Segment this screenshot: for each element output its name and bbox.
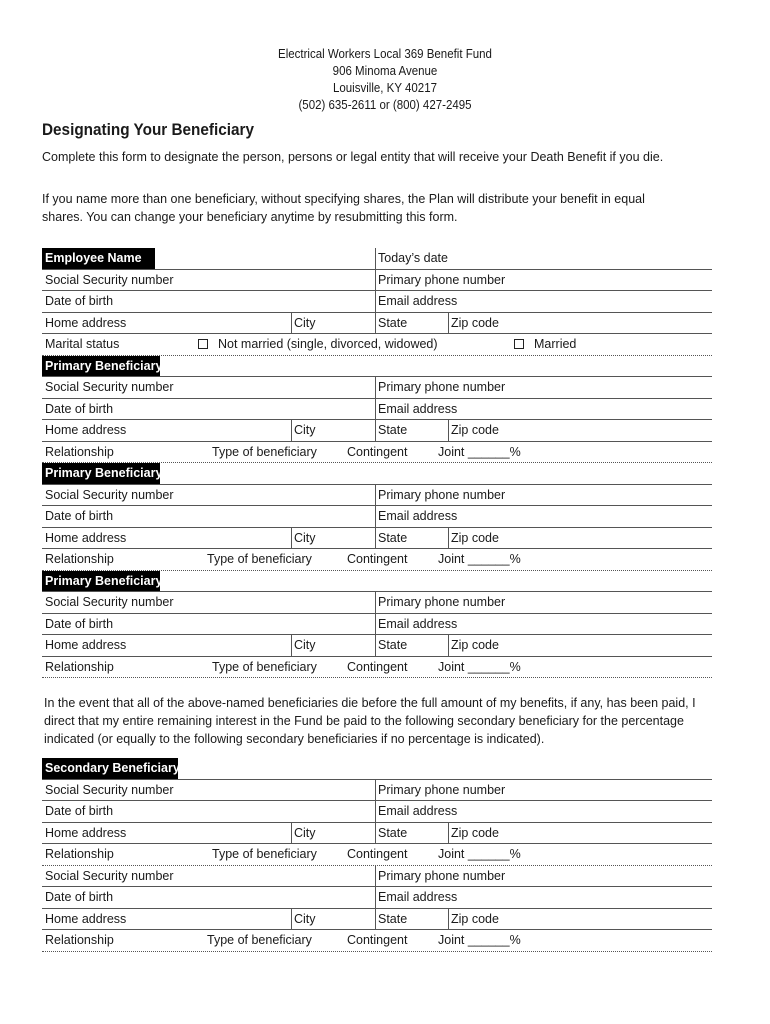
intro-paragraph-1: Complete this form to designate the person, persons or legal entity that will receive your Death Benefit if you die. (42, 150, 664, 164)
marital-status-row (42, 334, 712, 356)
p2-dob-field[interactable]: Date of birth (45, 509, 114, 524)
fund-phone: (502) 635-2611 or (800) 427-2495 (298, 98, 472, 112)
employee-dob-field[interactable]: Date of birth (45, 294, 114, 309)
p2-relationship-row (42, 549, 712, 571)
s1-address-row (42, 823, 712, 845)
primary-beneficiary-label: Primary Beneficiary (42, 571, 160, 592)
fund-city: Louisville, KY 40217 (332, 81, 437, 95)
p1-relationship-row (42, 442, 712, 464)
p3-address-row (42, 635, 712, 657)
p3-relationship-row (42, 657, 712, 679)
employee-ssn-row (42, 270, 712, 292)
p1-ssn-field[interactable]: Social Security number (45, 380, 174, 395)
s1-city-field[interactable]: City (294, 825, 316, 840)
primary-beneficiary-label: Primary Beneficiary (42, 463, 160, 484)
employee-ssn-field[interactable]: Social Security number (45, 272, 174, 287)
employee-name-label: Employee Name (42, 248, 155, 269)
secondary-instruction-paragraph: In the event that all of the above-named beneficiaries die before the full amount of my benefits, if any, has been paid, I direct that my entire remaining interest in the Fund be paid to the following secondary beneficiary for the percentage indicated (or equally to the following secondary beneficiaries if no percentage is indicated). (44, 696, 696, 746)
p1-address-row (42, 420, 712, 442)
s2-dob-field[interactable]: Date of birth (45, 890, 114, 905)
s1-zip-field[interactable]: Zip code (451, 825, 499, 840)
primary-beneficiary-1-header (42, 356, 712, 378)
p2-ssn-field[interactable]: Social Security number (45, 487, 174, 502)
s1-state-field[interactable]: State (378, 825, 408, 840)
p3-dob-field[interactable]: Date of birth (45, 616, 114, 631)
s1-contingent-field[interactable]: Contingent (347, 847, 408, 862)
not-married-checkbox[interactable] (198, 339, 208, 349)
s2-joint-field[interactable]: Joint ______% (438, 933, 521, 948)
secondary-beneficiary-label: Secondary Beneficiary (42, 758, 178, 779)
p1-address-field[interactable]: Home address (45, 423, 127, 438)
employee-name-row (42, 248, 712, 270)
secondary-section (42, 758, 712, 952)
p3-contingent-field[interactable]: Contingent (347, 659, 408, 674)
p3-phone-field[interactable]: Primary phone number (378, 595, 506, 610)
p1-dob-field[interactable]: Date of birth (45, 401, 114, 416)
s1-joint-field[interactable]: Joint ______% (438, 847, 521, 862)
p3-joint-field[interactable]: Joint ______% (438, 659, 521, 674)
p2-phone-field[interactable]: Primary phone number (378, 487, 506, 502)
p3-ssn-row (42, 592, 712, 614)
employee-email-field[interactable]: Email address (378, 294, 458, 309)
p2-address-row (42, 528, 712, 550)
p1-phone-field[interactable]: Primary phone number (378, 380, 506, 395)
not-married-option[interactable] (198, 334, 438, 355)
p2-ssn-row (42, 485, 712, 507)
page-title: Designating Your Beneficiary (42, 120, 254, 139)
s2-relationship-field[interactable]: Relationship (45, 933, 114, 948)
p1-dob-row (42, 399, 712, 421)
employee-and-primary-section (42, 248, 712, 678)
p1-email-field[interactable]: Email address (378, 401, 458, 416)
p2-zip-field[interactable]: Zip code (451, 530, 499, 545)
employee-phone-field[interactable]: Primary phone number (378, 272, 506, 287)
married-label: Married (534, 337, 577, 352)
employee-state-field[interactable]: State (378, 315, 408, 330)
not-married-label: Not married (single, divorced, widowed) (218, 337, 438, 352)
employee-city-field[interactable]: City (294, 315, 316, 330)
marital-status-label: Marital status (45, 337, 120, 352)
s2-state-field[interactable]: State (378, 911, 408, 926)
s2-contingent-field[interactable]: Contingent (347, 933, 408, 948)
s2-ssn-row (42, 866, 712, 888)
s2-zip-field[interactable]: Zip code (451, 911, 499, 926)
employee-address-row (42, 313, 712, 335)
s2-email-field[interactable]: Email address (378, 890, 458, 905)
p1-joint-field[interactable]: Joint ______% (438, 444, 521, 459)
s2-city-field[interactable]: City (294, 911, 316, 926)
todays-date-field[interactable]: Today’s date (378, 251, 448, 266)
married-option[interactable] (514, 334, 576, 355)
p2-type-field[interactable]: Type of beneficiary (207, 552, 312, 567)
s1-ssn-row (42, 780, 712, 802)
p2-relationship-field[interactable]: Relationship (45, 552, 114, 567)
p3-email-field[interactable]: Email address (378, 616, 458, 631)
fund-street: 906 Minoma Avenue (332, 64, 438, 78)
p1-ssn-row (42, 377, 712, 399)
s1-type-field[interactable]: Type of beneficiary (212, 847, 317, 862)
p3-city-field[interactable]: City (294, 638, 316, 653)
s1-phone-field[interactable]: Primary phone number (378, 782, 506, 797)
fund-header (31, 46, 739, 114)
p3-state-field[interactable]: State (378, 638, 408, 653)
p2-email-field[interactable]: Email address (378, 509, 458, 524)
primary-beneficiary-3-header (42, 571, 712, 593)
married-checkbox[interactable] (514, 339, 524, 349)
s1-dob-row (42, 801, 712, 823)
s2-phone-field[interactable]: Primary phone number (378, 868, 506, 883)
primary-beneficiary-2-header (42, 463, 712, 485)
p1-state-field[interactable]: State (378, 423, 408, 438)
p1-type-field[interactable]: Type of beneficiary (212, 444, 317, 459)
s1-email-field[interactable]: Email address (378, 804, 458, 819)
s2-ssn-field[interactable]: Social Security number (45, 868, 174, 883)
intro-paragraph-2: If you name more than one beneficiary, without specifying shares, the Plan will distribute your benefit in equal shares. You can change your beneficiary anytime by resubmitting this form. (42, 192, 645, 224)
s1-address-field[interactable]: Home address (45, 825, 127, 840)
fund-name: Electrical Workers Local 369 Benefit Fund (278, 47, 492, 61)
p1-zip-field[interactable]: Zip code (451, 423, 499, 438)
s2-relationship-row (42, 930, 712, 952)
p3-dob-row (42, 614, 712, 636)
employee-zip-field[interactable]: Zip code (451, 315, 499, 330)
s1-dob-field[interactable]: Date of birth (45, 804, 114, 819)
p2-address-field[interactable]: Home address (45, 530, 127, 545)
s1-ssn-field[interactable]: Social Security number (45, 782, 174, 797)
p1-contingent-field[interactable]: Contingent (347, 444, 408, 459)
p3-relationship-field[interactable]: Relationship (45, 659, 114, 674)
s2-address-field[interactable]: Home address (45, 911, 127, 926)
p2-state-field[interactable]: State (378, 530, 408, 545)
p2-contingent-field[interactable]: Contingent (347, 552, 408, 567)
employee-address-field[interactable]: Home address (45, 315, 127, 330)
p3-address-field[interactable]: Home address (45, 638, 127, 653)
primary-beneficiary-label: Primary Beneficiary (42, 356, 160, 377)
s2-address-row (42, 909, 712, 931)
p3-type-field[interactable]: Type of beneficiary (212, 659, 317, 674)
s1-relationship-field[interactable]: Relationship (45, 847, 114, 862)
employee-dob-row (42, 291, 712, 313)
p2-joint-field[interactable]: Joint ______% (438, 552, 521, 567)
s1-relationship-row (42, 844, 712, 866)
p2-city-field[interactable]: City (294, 530, 316, 545)
p2-dob-row (42, 506, 712, 528)
secondary-beneficiary-header (42, 758, 712, 780)
p1-relationship-field[interactable]: Relationship (45, 444, 114, 459)
s2-dob-row (42, 887, 712, 909)
p1-city-field[interactable]: City (294, 423, 316, 438)
p3-zip-field[interactable]: Zip code (451, 638, 499, 653)
s2-type-field[interactable]: Type of beneficiary (207, 933, 312, 948)
p3-ssn-field[interactable]: Social Security number (45, 595, 174, 610)
